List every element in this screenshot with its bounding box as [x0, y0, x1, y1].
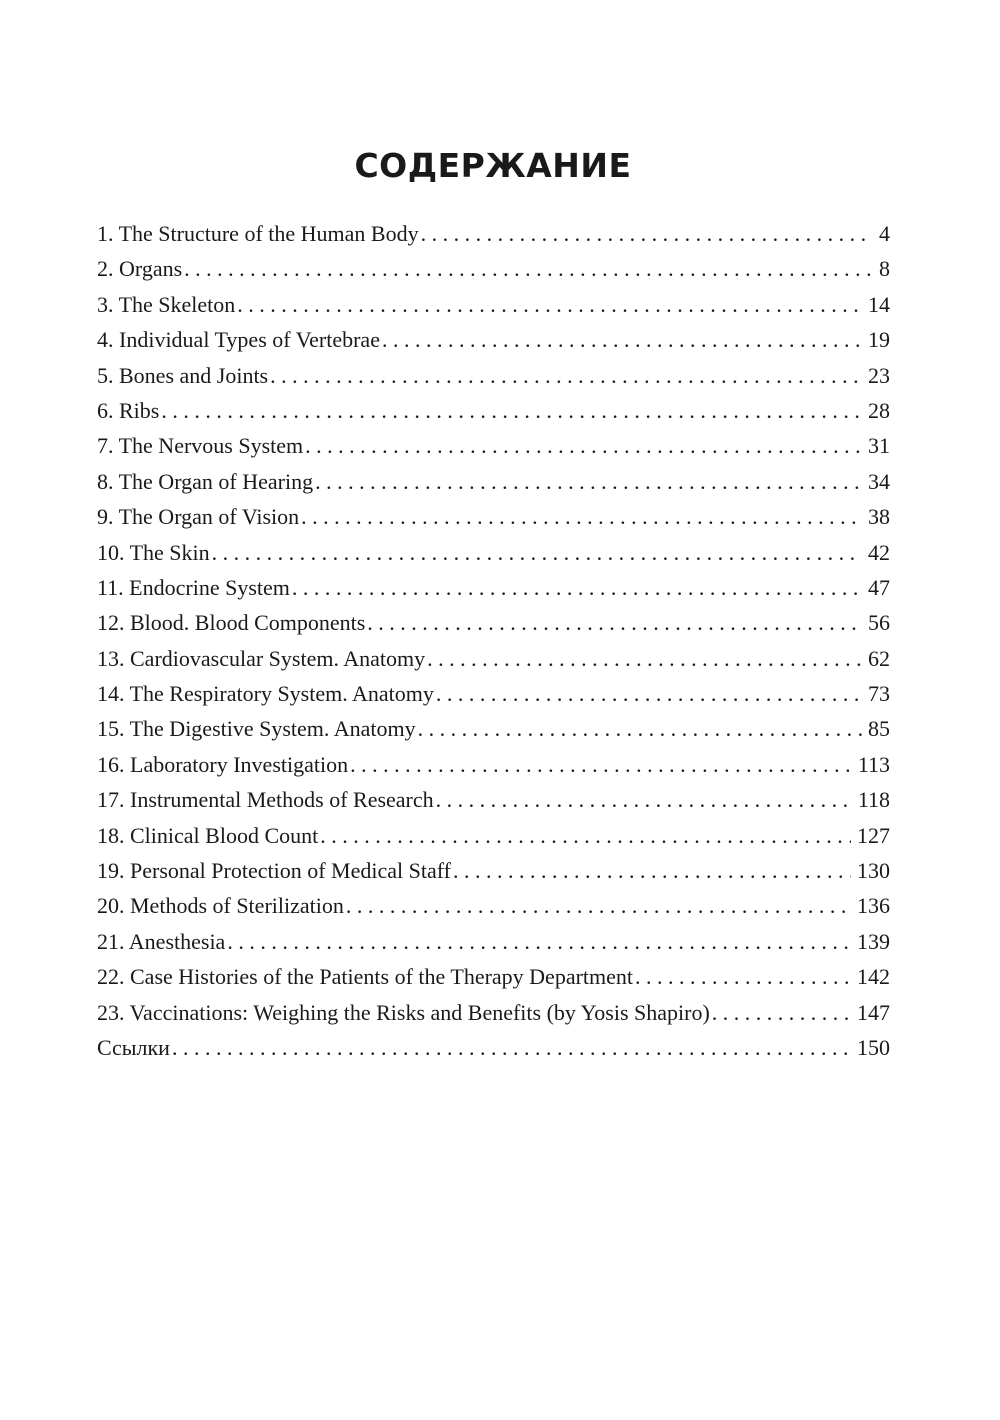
- toc-entry[interactable]: [97, 995, 890, 1030]
- toc-entry[interactable]: [97, 853, 890, 888]
- dot-leader: [350, 747, 852, 782]
- toc-entry[interactable]: [97, 782, 890, 817]
- toc-page-number: 142: [857, 964, 890, 990]
- toc-entry-title: Ссылки: [97, 1034, 170, 1060]
- toc-entry-title: 5. Bones and Joints: [97, 362, 269, 388]
- toc-page-number: 28: [868, 397, 890, 423]
- toc-entry-title: 7. The Nervous System: [97, 433, 304, 459]
- dot-leader: [212, 535, 862, 570]
- toc-page-number: 85: [868, 716, 890, 742]
- toc-entry-title: 18. Clinical Blood Count: [97, 822, 319, 848]
- toc-entry-title: 15. The Digestive System. Anatomy: [97, 716, 416, 742]
- toc-entry[interactable]: [97, 747, 890, 782]
- dot-leader: [227, 924, 851, 959]
- toc-page-number: 47: [868, 574, 890, 600]
- dot-leader: [436, 676, 862, 711]
- dot-leader: [315, 464, 862, 499]
- toc-entry-title: 9. The Organ of Vision: [97, 504, 300, 530]
- toc-entry[interactable]: [97, 535, 890, 570]
- toc-entry-title: 22. Case Histories of the Patients of the Therapy Department: [97, 964, 634, 990]
- dot-leader: [237, 287, 862, 322]
- dot-leader: [292, 570, 862, 605]
- toc-page-number: 130: [857, 858, 890, 884]
- toc-page-number: 136: [857, 893, 890, 919]
- toc-entry-title: 10. The Skin: [97, 539, 210, 565]
- toc-entry-title: 20. Methods of Sterilization: [97, 893, 344, 919]
- toc-entry[interactable]: [97, 322, 890, 357]
- toc-entry[interactable]: [97, 464, 890, 499]
- dot-leader: [172, 1030, 851, 1065]
- toc-entry[interactable]: [97, 711, 890, 746]
- toc-entry[interactable]: [97, 287, 890, 322]
- table-of-contents: [97, 216, 890, 1065]
- dot-leader: [382, 322, 862, 357]
- dot-leader: [301, 499, 862, 534]
- toc-entry-title: 6. Ribs: [97, 397, 160, 423]
- toc-entry[interactable]: [97, 499, 890, 534]
- toc-entry-title: 23. Vaccinations: Weighing the Risks and Benefits (by Yosis Shapiro): [97, 999, 710, 1025]
- toc-entry-title: 4. Individual Types of Vertebrae: [97, 327, 380, 353]
- toc-entry-title: 19. Personal Protection of Medical Staff: [97, 858, 451, 884]
- toc-page-number: 147: [857, 999, 890, 1025]
- dot-leader: [436, 782, 852, 817]
- toc-entry-title: 8. The Organ of Hearing: [97, 468, 314, 494]
- dot-leader: [367, 605, 862, 640]
- toc-page-number: 34: [868, 468, 890, 494]
- dot-leader: [305, 428, 862, 463]
- toc-entry-title: 2. Organs: [97, 256, 183, 282]
- dot-leader: [418, 711, 862, 746]
- toc-page-number: 118: [857, 787, 890, 813]
- dot-leader: [184, 251, 873, 286]
- toc-page-number: 31: [868, 433, 890, 459]
- toc-entry[interactable]: [97, 216, 890, 251]
- toc-entry[interactable]: [97, 959, 890, 994]
- toc-entry[interactable]: [97, 393, 890, 428]
- toc-entry-title: 14. The Respiratory System. Anatomy: [97, 681, 434, 707]
- toc-page-number: 19: [868, 327, 890, 353]
- toc-entry-title: 16. Laboratory Investigation: [97, 751, 349, 777]
- page-title: СОДЕРЖАНИЕ: [354, 146, 632, 185]
- toc-entry-title: 13. Cardiovascular System. Anatomy: [97, 645, 426, 671]
- toc-page-number: 113: [857, 751, 890, 777]
- toc-entry[interactable]: [97, 676, 890, 711]
- toc-entry[interactable]: [97, 605, 890, 640]
- toc-entry[interactable]: [97, 641, 890, 676]
- toc-entry-title: 1. The Structure of the Human Body: [97, 221, 419, 246]
- toc-page-number: 4: [879, 221, 890, 246]
- dot-leader: [346, 888, 851, 923]
- toc-page-number: 56: [868, 610, 890, 636]
- toc-entry-title: 21. Anesthesia: [97, 928, 226, 954]
- toc-entry-title: 11. Endocrine System: [97, 574, 290, 600]
- toc-entry-title: 17. Instrumental Methods of Research: [97, 787, 434, 813]
- dot-leader: [421, 216, 873, 251]
- toc-page-number: 73: [868, 681, 890, 707]
- toc-page-number: 8: [879, 256, 890, 282]
- toc-page-number: 14: [868, 291, 890, 317]
- toc-entry[interactable]: [97, 818, 890, 853]
- dot-leader: [270, 358, 862, 393]
- dot-leader: [320, 818, 851, 853]
- dot-leader: [635, 959, 851, 994]
- toc-page-number: 42: [868, 539, 890, 565]
- dot-leader: [161, 393, 862, 428]
- toc-page-number: 150: [857, 1034, 890, 1060]
- dot-leader: [712, 995, 851, 1030]
- toc-page-number: 127: [857, 822, 890, 848]
- toc-entry[interactable]: [97, 428, 890, 463]
- toc-page-number: 23: [868, 362, 890, 388]
- toc-entry[interactable]: [97, 888, 890, 923]
- toc-entry[interactable]: [97, 570, 890, 605]
- toc-entry[interactable]: [97, 924, 890, 959]
- toc-page-number: 139: [857, 928, 890, 954]
- toc-page-number: 38: [868, 504, 890, 530]
- toc-entry[interactable]: [97, 251, 890, 286]
- dot-leader: [427, 641, 862, 676]
- toc-page-number: 62: [868, 645, 890, 671]
- toc-entry-title: 12. Blood. Blood Components: [97, 610, 366, 636]
- toc-entry-title: 3. The Skeleton: [97, 291, 236, 317]
- toc-entry[interactable]: [97, 1030, 890, 1065]
- toc-entry[interactable]: [97, 358, 890, 393]
- dot-leader: [453, 853, 851, 888]
